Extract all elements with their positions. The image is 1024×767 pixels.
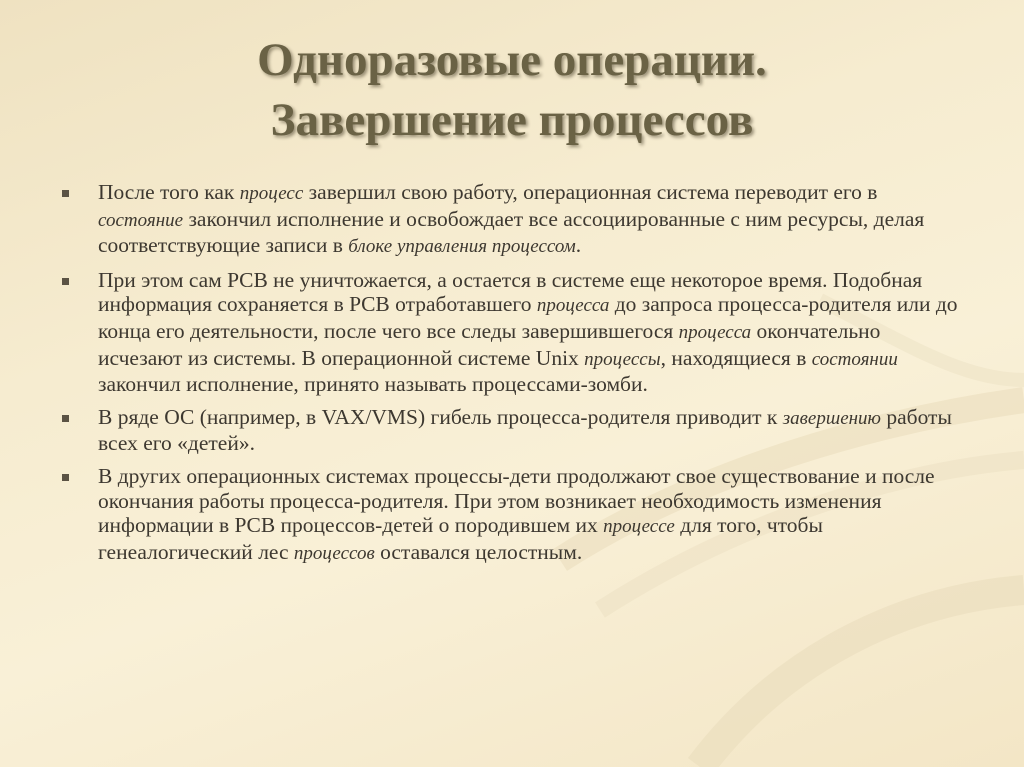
square-bullet-icon bbox=[62, 415, 69, 422]
text-run: окончательно исчезают из системы. В операционной системе Unix bbox=[98, 318, 881, 370]
bullet-item bbox=[60, 464, 960, 566]
bullet-text bbox=[98, 405, 960, 456]
square-bullet-icon bbox=[62, 278, 69, 285]
text-run: работы всех его «детей». bbox=[98, 404, 952, 456]
text-run-italic: процессов bbox=[293, 542, 375, 564]
bullet-text bbox=[98, 464, 960, 566]
text-run-italic: процесса bbox=[678, 321, 752, 343]
text-run: , находящиеся в bbox=[660, 345, 812, 370]
bullet-item bbox=[60, 268, 960, 397]
text-run: . bbox=[575, 233, 582, 258]
slide-title bbox=[0, 30, 1024, 150]
text-run-italic: процесс bbox=[239, 183, 304, 204]
text-run: для того, чтобы генеалогический лес bbox=[98, 513, 823, 564]
text-run: до запроса процесса-родителя или до конца его деятельности, после чего все следы завершившегося bbox=[98, 292, 958, 343]
square-bullet-icon bbox=[62, 474, 69, 481]
bullet-text bbox=[98, 180, 960, 260]
title-line-1: Одноразовые операции. bbox=[257, 34, 767, 86]
text-run-italic: процессе bbox=[603, 516, 675, 538]
bullet-item bbox=[60, 180, 960, 260]
text-run-italic: блоке управления процессом bbox=[348, 236, 576, 258]
title-line-2: Завершение процессов bbox=[270, 94, 754, 146]
text-run: завершил свою работу, операционная система переводит его в bbox=[303, 180, 878, 204]
text-run: оставался целостным. bbox=[374, 539, 583, 564]
text-run: В ряде ОС (например, в VAX/VMS) гибель процесса-родителя приводит к bbox=[98, 404, 783, 429]
text-run: После того как bbox=[98, 180, 240, 204]
text-run: закончил исполнение и освобождает все ассоциированные с ним ресурсы, делая соответствующие записи в bbox=[98, 206, 925, 258]
text-run: В других операционных системах процессы-дети продолжают свое существование и после окончания работы процесса-родителя. При этом возникает необходимость изменения информации в PCB процессов-детей о породившем их bbox=[98, 463, 935, 538]
text-run-italic: состояние bbox=[98, 209, 184, 231]
bullet-text bbox=[98, 268, 960, 397]
text-run-italic: процесса bbox=[536, 295, 610, 317]
text-run: закончил исполнение, принято называть процессами-зомби. bbox=[98, 372, 648, 397]
text-run-italic: состоянии bbox=[811, 348, 898, 370]
text-run: При этом сам PCB не уничтожается, а остается в системе еще некоторое время. Подобная информация сохраняется в PCB отработавшего bbox=[98, 267, 923, 317]
text-run-italic: процессы bbox=[584, 348, 661, 370]
text-run-italic: завершению bbox=[782, 407, 881, 429]
bullet-list bbox=[60, 180, 960, 574]
bullet-item bbox=[60, 405, 960, 456]
square-bullet-icon bbox=[62, 190, 69, 197]
